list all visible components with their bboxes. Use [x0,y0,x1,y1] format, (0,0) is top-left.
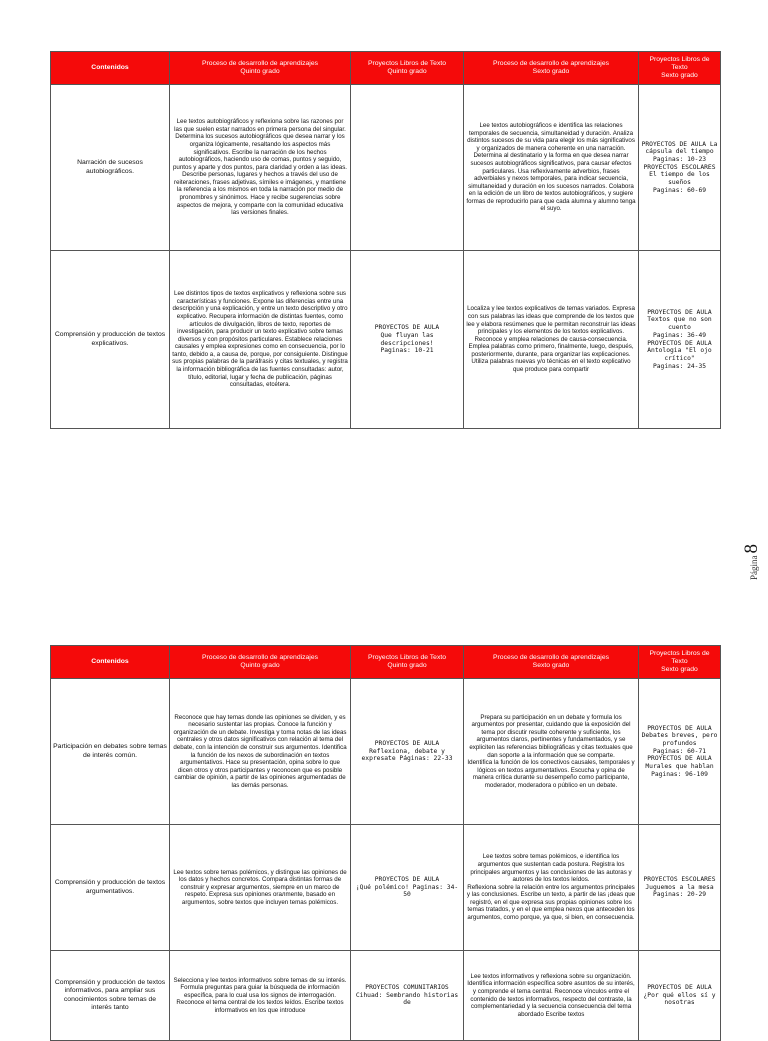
curriculum-table-1 [50,51,721,429]
header-process-6: Proceso de desarrollo de aprendizajes Sexto grado [464,52,639,85]
process-6-cell: Localiza y lee textos explicativos de temas variados. Expresa con sus palabras las ideas que comprende de los textos que lee y elabora resúmenes que le permitan reconstruir las ideas principales y los elementos de los textos explicativos. Reconoce y emplea relaciones de causa-consecuencia. Emplea palabras como primero, finalmente, luego, después, posteriormente, durante, para organizar las explicaciones. Utiliza palabras nuevas y/o técnicas en el texto explicativo que produce para compartir [464,251,639,429]
process-5-cell: Lee textos sobre temas polémicos, y distingue las opiniones de los datos y hechos concretos. Compara distintas formas de construir y expresar argumentos, siempre en un marco de respeto. Expresa sus opiniones orалmente, basado en argumentos, sobre textos que incluyen temas polémicos. [170,825,351,951]
books-5-cell: PROYECTOS COMUNITARIOS Cihuad: Sembrando historias de [351,951,464,1041]
contents-cell: Comprensión y producción de textos argumentativos. [51,825,170,951]
contents-cell: Comprensión y producción de textos explicativos. [51,251,170,429]
books-5-cell: PROYECTOS DE AULA ¡Qué polémico! Paginas: 34- 50 [351,825,464,951]
contents-cell: Narración de sucesos autobiográficos. [51,85,170,251]
books-6-cell: PROYECTOS DE AULA ¿Por qué ellos sí y nosotras [639,951,721,1041]
process-5-cell: Reconoce que hay temas donde las opiniones se dividen, y es necesario sustentar las propias. Conoce la función y organización de un debate. Investiga y toma notas de las ideas centrales y otros datos significativos con relación al tema del debate, con la intención de construir sus argumentos. Identifica la función de los nexos de subordinación en textos argumentativos. Hace su presentación, opina sobre lo que dicen otros y otros participantes y reconocen que es posible cambiar de opinión, a partir de las opiniones argumentadas de las demás personas. [170,679,351,825]
contents-cell: Participación en debates sobre temas de interés común. [51,679,170,825]
process-5-cell: Selecciona y lee textos informativos sobre temas de su interés. Formula preguntas para guiar la búsqueda de información específica, para lo cual usa los signos de interrogación. Reconoce el tema central de los textos leídos. Escribe textos informativos en los que introduce [170,951,351,1041]
curriculum-table-2 [50,645,721,1041]
process-6-cell: Prepara su participación en un debate y formula los argumentos por presentar, cuidando que la exposición del tema por discutir resulte coherente y suficiente, los argumentos claros, pertinentes y fundamentados, y se expliciten las referencias bibliográficas y citas textuales que dan soporte a la información que se comparte. Identifica la función de los conectivos causales, temporales y lógicos en textos argumentativos. Escucha y opina de manera crítica durante su desempeño como participante, moderador, moderadora o público en un debate. [464,679,639,825]
header-process-5: Proceso de desarrollo de aprendizajes Quinto grado [170,52,351,85]
page-number [736,530,766,580]
contents-cell: Comprensión y producción de textos informativos, para ampliar sus conocimientos sobre temas de interés tanto [51,951,170,1041]
books-5-cell: PROYECTOS DE AULA Reflexiona, debate y expresate Páginas: 22-33 [351,679,464,825]
table-row [51,679,721,825]
header-books-5: Proyectos Libros de Texto Quinto grado [351,52,464,85]
header-contents: Contenidos [51,52,170,85]
books-6-cell: PROYECTOS DE AULA Textos que no son cuento Paginas: 36-49 PROYECTOS DE AULA Antologia "El ojo crítico" Paginas: 24-35 [639,251,721,429]
process-6-cell: Lee textos informativos y reflexiona sobre su organización. Identifica información específica sobre asuntos de su interés, y comprende el tema central. Reconoce vínculos entre el contenido de textos informativos, respecto del contraste, la complementariedad y la secuencia consecuencia del tema abordado Escribe textos [464,951,639,1041]
header-books-6: Proyectos Libros de Texto Sexto grado [639,646,721,679]
header-contents: Contenidos [51,646,170,679]
header-row [51,52,721,85]
process-5-cell: Lee distintos tipos de textos explicativos y reflexiona sobre sus características y funciones. Expone las diferencias entre una descripción y una explicación, y entre un texto descriptivo y otro explicativo. Recupera información de distintas fuentes, como artículos de divulgación, libros de texto, reportes de investigación, para producir un texto explicativo sobre temas diversos y con propósitos particulares. Establece relaciones causales y emplea expresiones como en consecuencia, por lo tanto, debido a, a causa de, porque, por consiguiente. Distingue sus propias palabras de la paráfrasis y citas textuales, y registra la información bibliográfica de las fuentes consultadas: autor, título, editorial, lugar y fecha de publicación, páginas consultadas, etcétera. [170,251,351,429]
books-5-cell: PROYECTOS DE AULA Que fluyan las descripciones! Paginas: 10-21 [351,251,464,429]
table-row [51,825,721,951]
header-process-6: Proceso de desarrollo de aprendizajes Sexto grado [464,646,639,679]
books-6-cell: PROYECTOS DE AULA La cápsula del tiempo Paginas: 10-23 PROYECTOS ESCOLARES El tiempo de los sueños Paginas: 60-69 [639,85,721,251]
header-books-5: Proyectos Libros de Texto Quinto grado [351,646,464,679]
table-row [51,251,721,429]
header-books-6: Proyectos Libros de Texto Sexto grado [639,52,721,85]
page-word: Página [749,555,759,580]
table-row [51,951,721,1041]
books-6-cell: PROYECTOS DE AULA Debates breves, pero profundos Paginas: 60-71 PROYECTOS DE AULA Murales que hablan Paginas: 96-109 [639,679,721,825]
header-process-5: Proceso de desarrollo de aprendizajes Quinto grado [170,646,351,679]
page-number-value: 8 [741,544,762,554]
process-6-cell: Lee textos sobre temas polémicos, e identifica los argumentos que sustentan cada postura. Registra los principales argumentos y las conclusiones de las autoras y autores de los textos leídos. Reflexiona sobre la relación entre los argumentos principales y las conclusiones. Escribe un texto, a partir de las ¡deas que registró, en el que expresa sus propias opiniones sobre los temas tratados, y en el que emplea nexos que anteceden los argumentos, como porque, ya que, si bien, en consecuencia. [464,825,639,951]
table-row [51,85,721,251]
books-6-cell: PROYECTOS ESCOLARES Juguemos a la mesa Paginas: 20-29 [639,825,721,951]
process-6-cell: Lee textos autobiográficos e identifica las relaciones temporales de secuencia, simultaneidad y duración. Analiza distintos sucesos de su vida para elegir los más significativos y organizados de manera coherente en una narración. Determina al destinatario y la forma en que desea narrar sucesos autobiográficos significativos, para causar efectos particulares. Usa reflexivamente adverbios, frases adverbiales y nexos temporales, para indicar secuencia, simultaneidad y duración en los sucesos narrados. Colabora en la edición de un libro de textos autobiográficos, y sugiere formas de reproducirlo para que cada alumna y alumno tenga el suyo. [464,85,639,251]
process-5-cell: Lee textos autobiográficos y reflexiona sobre las razones por las que suelen estar narrados en primera persona del singular. Determina los sucesos autobiográficos que desea narrar y los organiza lógicamente, resaltando los aspectos más significativos. Escribe la narración de los hechos autobiográficos, haciendo uso de comas, puntos y seguido, puntos y aparte y dos puntos, para claridad y orden a las ideas. Describe personas, lugares y hechos a través del uso de reiteraciones, frases adjetivas, símiles e imágenes, y mantiene la referencia a los mismos en toda la narración por medio de pronombres y sinónimos. Hace y recibe sugerencias sobre aspectos de mejora, y comparte con la comunidad educativa las versiones finales. [170,85,351,251]
books-5-cell [351,85,464,251]
header-row [51,646,721,679]
